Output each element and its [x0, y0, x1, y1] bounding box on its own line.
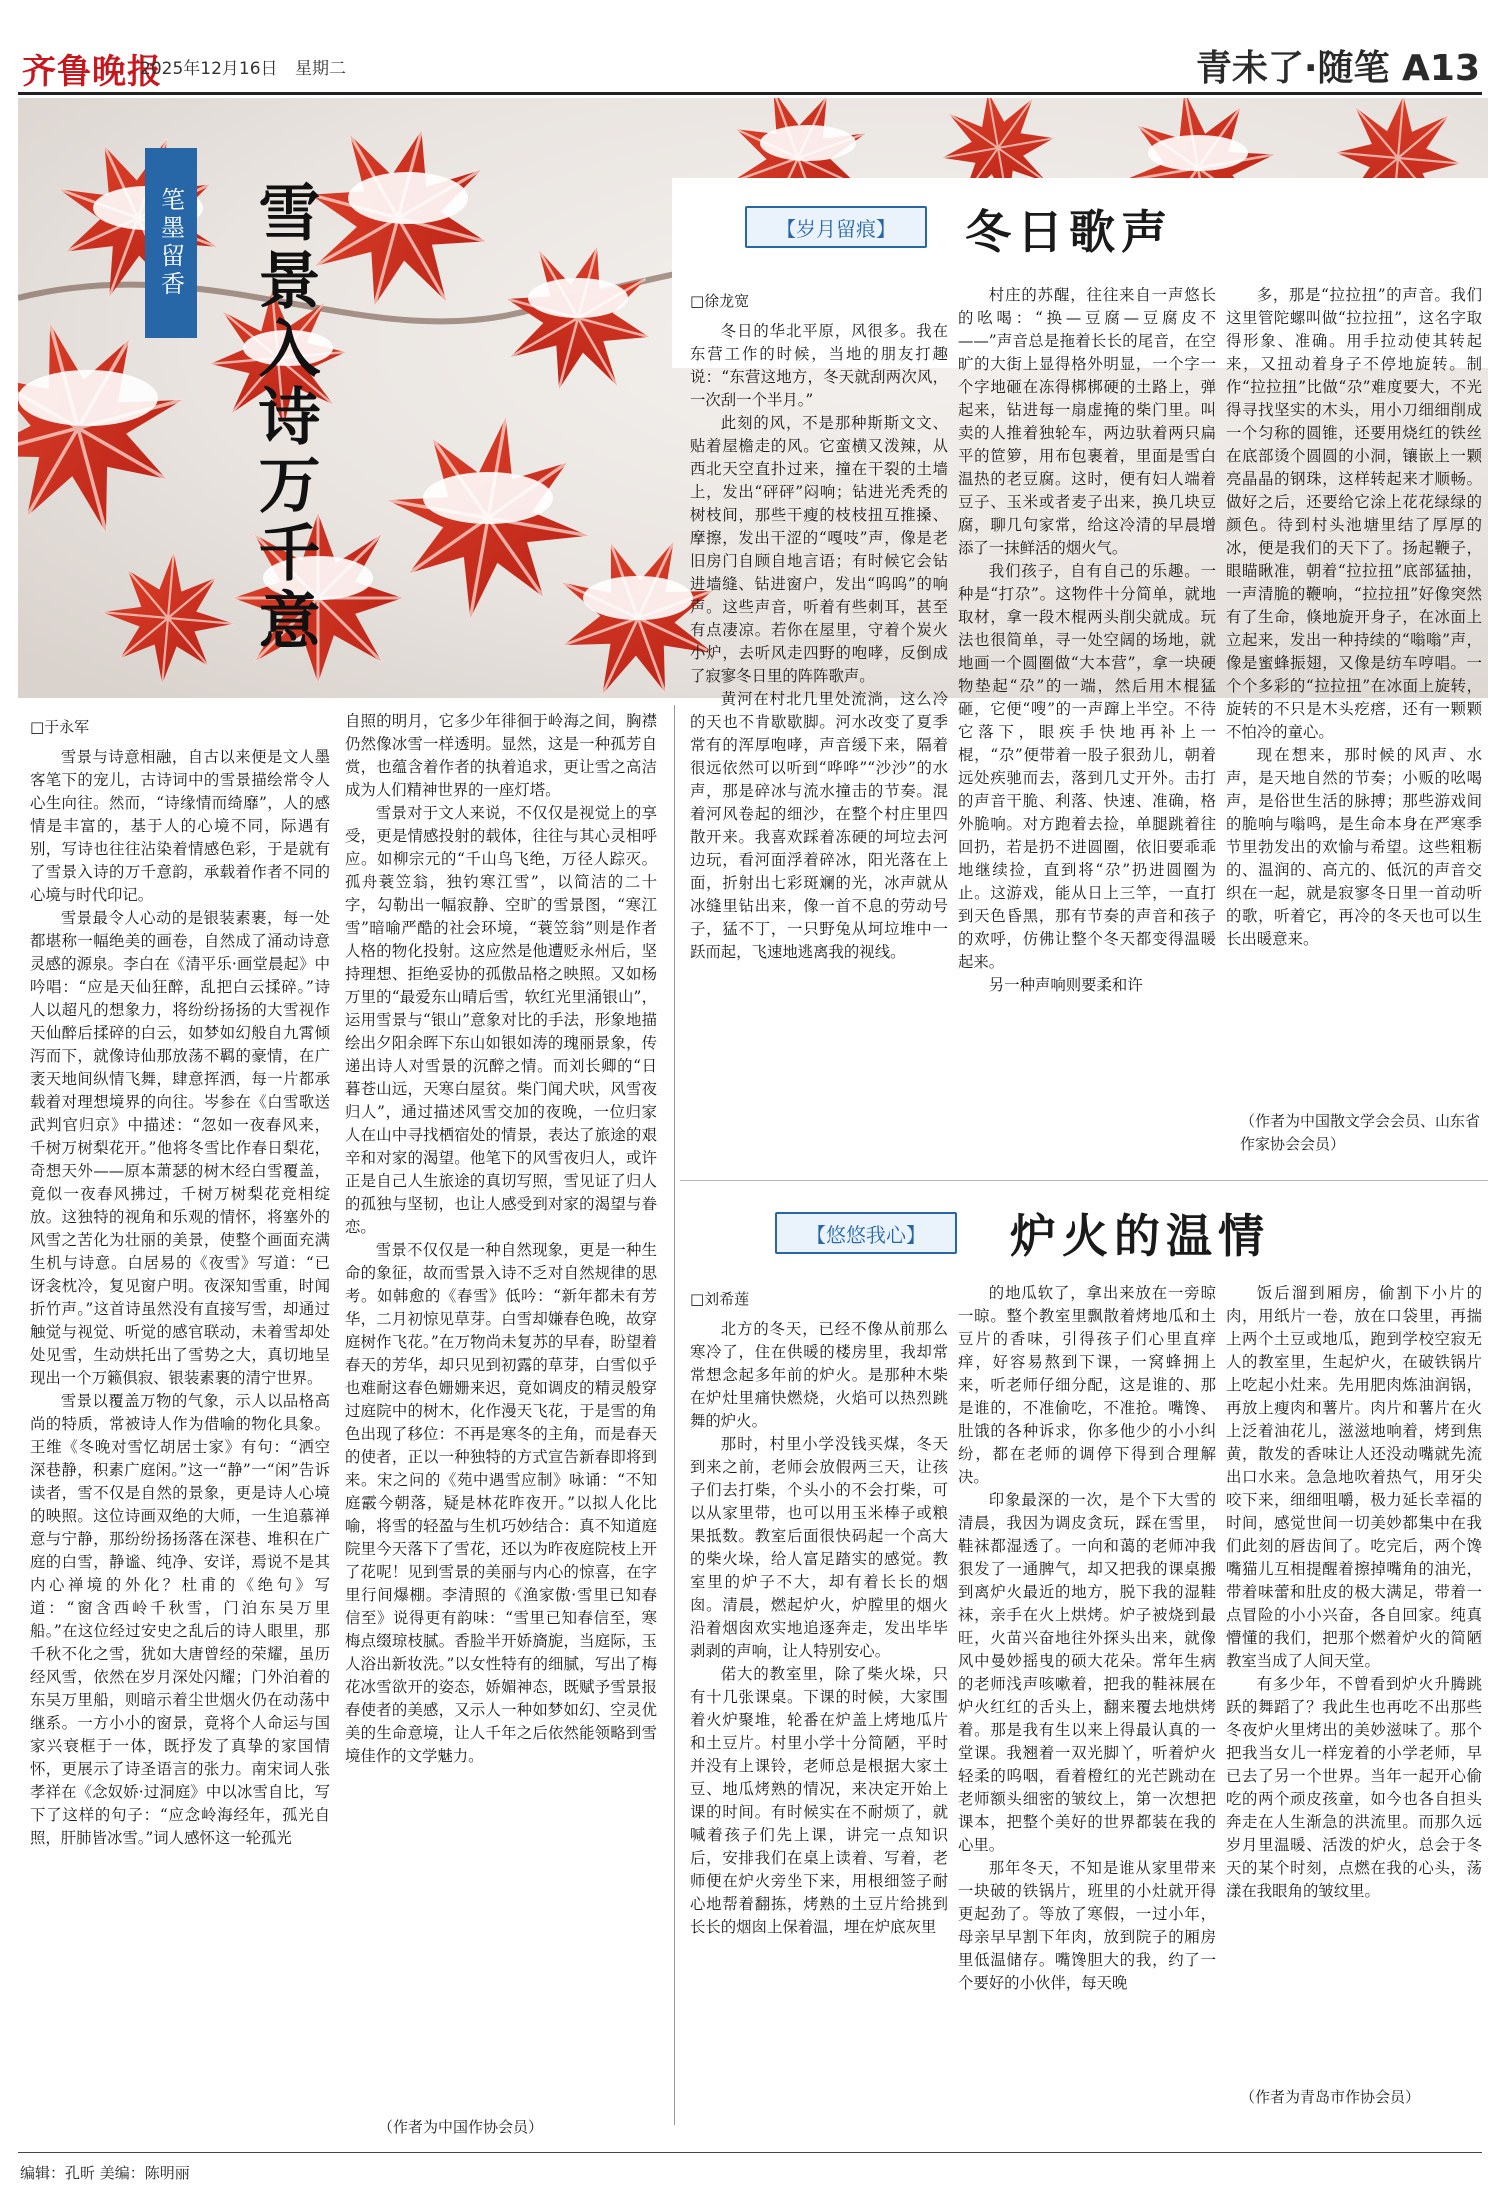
masthead [0, 0, 1500, 110]
paragraph: 雪景对于文人来说，不仅仅是视觉上的享受，更是情感投射的载体，往往与其心灵相呼应。如柳宗元的“千山鸟飞绝，万径人踪灭。孤舟蓑笠翁，独钓寒江雪”，以简洁的二十字，勾勒出一幅寂静、空旷的雪景图，“寒江雪”暗喻严酷的社会环境，“蓑笠翁”则是作者人格的物化投射。这应然是他遭贬永州后，坚持理想、拒绝妥协的孤傲品格之映照。又如杨万里的“最爱东山晴后雪，软红光里涌银山”，运用雪景与“银山”意象对比的手法，形象地描绘出夕阳余晖下东山如银如涛的瑰丽景象，传递出诗人对雪景的沉醉之情。而刘长卿的“日暮苍山远，天寒白屋贫。柴门闻犬吠，风雪夜归人”，通过描述风雪交加的夜晚，一位归家人在山中寻找栖宿处的情景，表达了旅途的艰辛和对家的渴望。他笔下的风雪夜归人，或许正是自己人生旅途的真切写照，雪见证了归人的孤独与坚韧，也让人感受到对家的渴望与眷恋。 [345, 804, 657, 1236]
column-divider [674, 705, 675, 2125]
article2-column-3 [1226, 284, 1482, 1104]
column-tag-bimoliuxiang: 笔墨留香 [145, 148, 197, 338]
paragraph: 饭后溜到厢房，偷割下小片的肉，用纸片一卷，放在口袋里，再揣上两个土豆或地瓜，跑到学校空寂无人的教室里，生起炉火，在破铁锅片上吃起小灶来。先用肥肉炼油润锅，再放上瘦肉和薯片。肉片和薯片在火上泛着油花儿，滋滋地响着，烤到焦黄，散发的香味让人还没动嘴就先流出口水来。急急地吹着热气，用牙尖咬下来，细细咀嚼，极力延长幸福的时间，感觉世间一切美妙都集中在我们此刻的唇齿间了。吃完后，两个馋嘴猫儿互相提醒着擦掉嘴角的油光，带着味蕾和肚皮的极大满足，带着一点冒险的小小兴奋，各自回家。纯真懵懂的我们，把那个燃着炉火的简陋教室当成了人间天堂。 [1226, 1284, 1482, 1670]
article2-author: □徐龙宽 [690, 292, 750, 310]
article2-author-note: （作者为中国散文学会会员、山东省作家协会会员） [1240, 1112, 1481, 1153]
paragraph: 黄河在村北几里处流淌，这么冷的天也不肯歇歇脚。河水改变了夏季常有的浑厚咆哮，声音缓下来，隔着很远依然可以听到“哗哗”“沙沙”的水声，那是碎冰与流水撞击的节奏。混着河风卷起的细沙，在整个村庄里四散开来。我喜欢踩着冻硬的坷垃去河边玩，看河面浮着碎冰，阳光落在上面，折射出七彩斑斓的光，冰声就从冰缝里钻出来，像一首不息的劳动号子，猛不丁，一只野兔从坷垃堆中一跃而起，飞速地逃离我的视线。 [690, 690, 948, 961]
paragraph: 我们孩子，自有自己的乐趣。一种是“打尕”。这物件十分简单，就地取材，拿一段木棍两头削尖就成。玩法也很简单，寻一处空阔的场地，就地画一个圆圈做“大本营”，拿一块硬物垫起“尕”的一端，然后用木棍猛砸，它便“嗖”的一声蹿上半空。不待它落下，眼疾手快地再补上一棍，“尕”便带着一股子狠劲儿，朝着远处疾驰而去，落到几丈开外。击打的声音干脆、利落、快速、准确，格外脆响。对方跑着去捡，单腿跳着往回扔，若是扔不进圆圈，依旧要乖乖地继续捡，直到将“尕”扔进圆圈为止。这游戏，能从日上三竿，一直打到天色昏黑，那有节奏的声音和孩子的欢呼，仿佛让整个冬天都变得温暖起来。 [958, 562, 1216, 971]
paragraph: 村庄的苏醒，往往来自一声悠长的吆喝：“换—豆腐—豆腐皮不——”声音总是拖着长长的尾音，在空旷的大街上显得格外明显，一个字一个字地砸在冻得梆梆硬的土路上，弹起来，钻进每一扇虚掩的柴门里。叫卖的人推着独轮车，两边驮着两只扁平的笸箩，用布包裹着，里面是雪白温热的老豆腐。这时，便有妇人端着豆子、玉米或者麦子出来，换几块豆腐，聊几句家常，给这冷清的早晨增添了一抹鲜活的烟火气。 [958, 286, 1216, 557]
bottom-divider [18, 2152, 1482, 2153]
editor-credits: 编辑：孔昕 美编：陈明丽 [20, 2164, 190, 2182]
paragraph: 有多少年，不曾看到炉火升腾跳跃的舞蹈了？我此生也再吃不出那些冬夜炉火里烤出的美妙滋味了。那个把我当女儿一样宠着的小学老师，早已去了另一个世界。当年一起开心偷吃的两个顽皮孩童，如今也各自担头奔走在人生渐急的洪流里。而那久远岁月里温暖、活泼的炉火，总会于冬天的某个时刻，点燃在我的心头，荡漾在我眼角的皱纹里。 [1226, 1675, 1482, 1900]
issue-date: 2025年12月16日 [140, 59, 278, 79]
article1-column-1 [30, 746, 330, 2141]
paragraph: 印象最深的一次，是个下大雪的清晨，我因为调皮贪玩，踩在雪里，鞋袜都湿透了。一向和蔼的老师冲我狠发了一通脾气，却又把我的课桌搬到离炉火最近的地方，脱下我的湿鞋袜，亲手在火上烘烤。炉子被烧到最旺，火苗兴奋地往外探头出来，就像风中曼妙摇曳的硕大花朵。常年生病的老师浅声咳嗽着，把我的鞋袜展在炉火红红的舌头上，翻来覆去地烘烤着。那是我有生以来上得最认真的一堂课。我翘着一双光脚丫，听着炉火轻柔的呜咽，看着橙红的光芒跳动在老师额头细密的皱纹上，第一次想把课本，把整个美好的世界都装在我的心里。 [958, 1491, 1216, 1854]
paragraph: 多，那是“拉拉扭”的声音。我们这里管陀螺叫做“拉拉扭”，这名字取得形象、准确。用手拉动使其转起来，又扭动着身子不停地旋转。制作“拉拉扭”比做“尕”难度要大，不光得寻找坚实的木头，用小刀细细削成一个匀称的圆锥，还要用烧红的铁丝在底部烫个圆圆的小洞，镶嵌上一颗亮晶晶的钢珠，这样转起来才顺畅。做好之后，还要给它涂上花花绿绿的颜色。待到村头池塘里结了厚厚的冰，便是我们的天下了。扬起鞭子，眼瞄瞅准，朝着“拉拉扭”底部猛抽，一声清脆的鞭响，“拉拉扭”好像突然有了生命，倏地旋开身子，在冰面上立起来，发出一种持续的“嗡嗡”声，像是蜜蜂振翅，又像是纺车哼唱。一个个多彩的“拉拉扭”在冰面上旋转，旋转的不只是木头疙瘩，还有一颗颗不怕冷的童心。 [1226, 286, 1482, 741]
article2-column-1 [690, 320, 948, 1180]
paragraph: 自照的明月，它多少年徘徊于岭海之间，胸襟仍然像冰雪一样透明。显然，这是一种孤芳自赏，也蕴含着作者的执着追求，更让雪之高洁成为人们精神世界的一座灯塔。 [345, 712, 657, 799]
paragraph: 雪景与诗意相融，自古以来便是文人墨客笔下的宠儿，古诗词中的雪景描绘常令人心生向往。然而，“诗缘情而绮靡”，人的感情是丰富的，基于人的心境不同，际遇有别，写诗也往往沾染着情感色彩，于是就有了雪景入诗的万千意韵，承载着作者不同的心境与时代印记。 [30, 748, 330, 904]
paragraph: 此刻的风，不是那种斯斯文文、贴着屋檐走的风。它蛮横又泼辣，从西北天空直扑过来，撞在干裂的土墙上，发出“砰砰”闷响；钻进光秃秃的树枝间，那些干瘦的枝枝扭互推搡、摩擦，发出干涩的“嘎吱”声，像是老旧房门自顾自地言语；有时候它会钻进墙缝、钻进窗户，发出“呜呜”的响声。这些声音，听着有些刺耳，甚至有点凄凉。若你在屋里，守着个炭火小炉，去听风走四野的咆哮，反倒成了寂寥冬日里的阵阵歌声。 [690, 414, 948, 685]
article1-author-note: （作者为中国作协会员） [378, 2118, 544, 2136]
paragraph: 冬日的华北平原，风很多。我在东营工作的时候，当地的朋友打趣说：“东营这地方，冬天就刮两次风，一次刮一个半月。” [690, 322, 948, 409]
paragraph: 现在想来，那时候的风声、水声，是天地自然的节奏；小贩的吆喝声，是俗世生活的脉搏；那些游戏间的脆响与嗡鸣，是生命本身在严寒季节里勃发出的欢愉与希望。这些粗粝的、温润的、高亢的、低沉的声音交织在一起，就是寂寥冬日里一首动听的歌，听着它，再冷的冬天也可以生长出暖意来。 [1226, 746, 1482, 948]
paragraph: 另一种声响则要柔和许 [988, 976, 1143, 994]
page-header: 青未了·随笔 A13 [1195, 48, 1480, 89]
column-tag-suiyueliuhen: 【岁月留痕】 [745, 206, 927, 248]
article3-column-2 [958, 1282, 1216, 2148]
column-tag-youyouwoxin: 【悠悠我心】 [775, 1212, 957, 1254]
article3-column-3 [1226, 1282, 1482, 2072]
article1-author: □于永军 [30, 718, 90, 736]
article2-title: 冬日歌声 [965, 205, 1173, 259]
paragraph: 北方的冬天，已经不像从前那么寒冷了，住在供暖的楼房里，我却常常想念起多年前的炉火。是那种木柴在炉灶里痛快燃烧，火焰可以热烈跳舞的炉火。 [690, 1320, 948, 1430]
section-divider [680, 1180, 1488, 1181]
paragraph: 偌大的教室里，除了柴火垛，只有十几张课桌。下课的时候，大家围着火炉聚堆，轮番在炉盖上烤地瓜片和土豆片。村里小学十分简陋，平时并没有上课铃，老师总是根据大家土豆、地瓜烤熟的情况，来决定开始上课的时间。有时候实在不耐烦了，就喊着孩子们先上课，讲完一点知识后，安排我们在桌上读着、写着，老师便在炉火旁坐下来，用根细签子耐心地帮着翻拣，烤熟的土豆片给挑到长长的烟囱上保着温，埋在炉底灰里 [690, 1665, 948, 1936]
paragraph: 那时，村里小学没钱买煤，冬天到来之前，老师会放假两三天，让孩子们去打柴，个头小的不会打柴，可以从家里带，也可以用玉米棒子或粮果抵数。教室后面很快码起一个高大的柴火垛，给人富足踏实的感觉。教室里的炉子不大，却有着长长的烟囱。清晨，燃起炉火，炉膛里的烟火沿着烟囱欢实地追逐奔走，发出毕毕剥剥的声响，让人特别安心。 [690, 1435, 948, 1660]
article3-author-note: （作者为青岛市作协会员） [1240, 2088, 1421, 2106]
paragraph: 那年冬天，不知是谁从家里带来一块破的铁锅片，班里的小灶就开得更起劲了。等放了寒假，一过小年，母亲早早割下年肉，放到院子的厢房里低温储存。嘴馋胆大的我，约了一个要好的小伙伴，每天晚 [958, 1859, 1216, 1992]
paragraph: 雪景以覆盖万物的气象，示人以品格高尚的特质，常被诗人作为借喻的物化具象。王维《冬晚对雪忆胡居士家》有句：“洒空深巷静，积素广庭闲。”这一“静”一“闲”告诉读者，雪不仅是自然的景象，更是诗人心境的映照。这位诗画双绝的大师，一生追慕禅意与宁静，那纷纷扬扬落在深巷、堆积在广庭的白雪，静谧、纯净、安详，焉说不是其内心禅境的外化？杜甫的《绝句》写道：“窗含西岭千秋雪，门泊东吴万里船。”在这位经过安史之乱后的诗人眼里，那千秋不化之雪，犹如大唐曾经的荣耀，虽历经风雪，依然在岁月深处闪耀；门外泊着的东吴万里船，则暗示着尘世烟火仍在动荡中继系。一方小小的窗景，竟将个人命运与国家兴衰框于一体，既抒发了真挚的家国情怀，更展示了诗圣语言的张力。南宋词人张孝祥在《念奴娇·过洞庭》中以冰雪自比，写下了这样的句子：“应念岭海经年，孤光自照，肝肺皆冰雪。”词人感怀这一轮孤光 [30, 1392, 330, 1847]
paragraph: 的地瓜软了，拿出来放在一旁晾一晾。整个教室里飘散着烤地瓜和土豆片的香味，引得孩子们心里直痒痒，好容易熬到下课，一窝蜂拥上来，听老师仔细分配，这是谁的、那是谁的，不准偷吃，不准抢。嘴馋、肚饿的各种诉求，你多他少的小小纠纷，都在老师的调停下得到合理解决。 [958, 1284, 1216, 1486]
article3-author: □刘希莲 [690, 1290, 750, 1308]
article3-title: 炉火的温情 [1010, 1209, 1270, 1263]
paragraph: 雪景最令人心动的是银装素裹，每一处都堪称一幅绝美的画卷，自然成了涌动诗意灵感的源泉。李白在《清平乐·画堂晨起》中吟唱：“应是天仙狂醉，乱把白云揉碎。”诗人以超凡的想象力，将纷纷扬扬的大雪视作天仙醉后揉碎的白云，如梦如幻般自九霄倾泻而下，就像诗仙那放荡不羁的豪情，在广袤天地间纵情飞舞，肆意挥洒，每一片都承载着对理想境界的向往。岑参在《白雪歌送武判官归京》中描述：“忽如一夜春风来，千树万树梨花开。”他将冬雪比作春日梨花，奇想天外——原本萧瑟的树木经白雪覆盖，竟似一夜春风拂过，千树万树梨花竞相绽放。这独特的视角和乐观的情怀，将塞外的风雪之苦化为壮丽的美景，使整个画面充满生机与诗意。白居易的《夜雪》写道：“已讶衾枕冷，复见窗户明。夜深知雪重，时闻折竹声。”这首诗虽然没有直接写雪，却通过触觉与视觉、听觉的感官联动，未着雪却处处见雪，生动烘托出了雪势之大，真切地呈现出一个万籁俱寂、银装素裹的清宁世界。 [30, 909, 330, 1387]
paragraph: 雪景不仅仅是一种自然现象，更是一种生命的象征，故而雪景入诗不乏对自然规律的思考。如韩愈的《春雪》低吟：“新年都未有芳华，二月初惊见草芽。白雪却嫌春色晚，故穿庭树作飞花。”在万物尚未复苏的早春，盼望着春天的芳华，却只见到初露的草芽，白雪似乎也难耐这春色姗姗来迟，竟如调皮的精灵般穿过庭院中的树木，化作漫天飞花，于是雪的角色出现了移位：不再是寒冬的主角，而是春天的使者，正以一种独特的方式宣告新春即将到来。宋之问的《苑中遇雪应制》咏诵：“不知庭霰今朝落，疑是林花昨夜开。”以拟人化比喻，将雪的轻盈与生机巧妙结合：真不知道庭院里今天落下了雪花，还以为昨夜庭院枝上开了花呢！见到雪景的美丽与内心的惊喜，在字里行间爆棚。李清照的《渔家傲·雪里已知春信至》说得更有韵味：“雪里已知春信至，寒梅点缀琼枝腻。香脸半开娇旖旎，当庭际，玉人浴出新妆洗。”以女性特有的细腻，写出了梅花冰雪欲开的姿态，娇媚神态，既赋予雪景报春使者的美感，又示人一种如梦如幻、空灵优美的生命意境，让人千年之后依然能领略到雪境佳作的文学魅力。 [345, 1241, 657, 1765]
article1-title: 雪景入诗万千意 [248, 180, 321, 656]
article2-column-2 [958, 284, 1216, 1180]
issue-weekday: 星期二 [295, 59, 346, 79]
top-divider [18, 92, 1482, 95]
article3-column-1 [690, 1318, 948, 2148]
article1-column-2 [345, 710, 657, 2110]
newspaper-logo: 齐鲁晚报 [22, 52, 162, 92]
